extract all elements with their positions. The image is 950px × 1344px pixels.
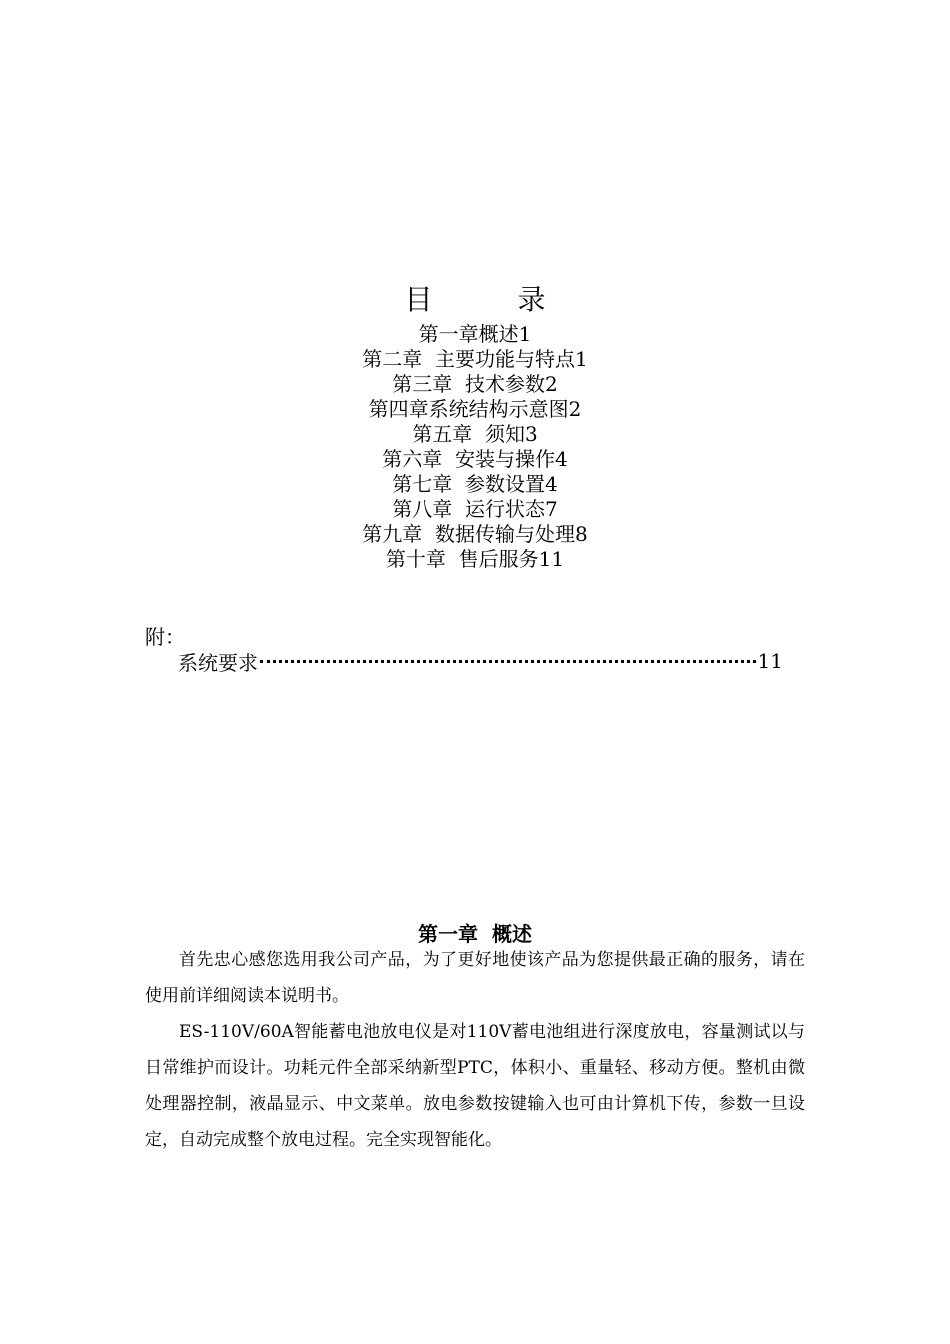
toc-item[interactable]: 第七章 参数设置4 [392,472,558,496]
toc-item[interactable]: 第四章系统结构示意图2 [368,397,582,421]
appendix-item-label: 系统要求 [178,650,258,675]
appendix-item-page: 11 [757,649,783,673]
toc-item[interactable]: 第六章 安装与操作4 [382,447,568,471]
chapter-title: 第一章 概述 [418,922,532,946]
chapter-body [145,942,805,1158]
dot-leader [260,660,756,663]
toc-item[interactable]: 第一章概述1 [418,322,532,346]
appendix-item[interactable] [178,648,783,674]
toc-item[interactable]: 第五章 须知3 [412,422,538,446]
toc-item[interactable]: 第三章 技术参数2 [392,372,558,396]
toc-item[interactable]: 第八章 运行状态7 [392,497,558,521]
toc-item[interactable]: 第二章 主要功能与特点1 [362,347,588,371]
appendix-label: 附： [145,625,185,649]
body-paragraph: ES-110V/60A智能蓄电池放电仪是对110V蓄电池组进行深度放电，容量测试以与日常维护而设计。功耗元件全部采纳新型PTC，体积小、重量轻、移动方便。整机由微处理器控制，液晶显示、中文菜单。放电参数按键输入也可由计算机下传，参数一旦设定，自动完成整个放电过程。完全实现智能化。 [145,1022,805,1150]
toc-title: 目 录 [404,283,584,316]
body-paragraph: 首先忠心感您选用我公司产品，为了更好地使该产品为您提供最正确的服务，请在使用前详细阅读本说明书。 [145,950,805,1006]
toc-item[interactable]: 第十章 售后服务11 [385,547,565,571]
toc-list [0,322,950,572]
toc-item[interactable]: 第九章 数据传输与处理8 [362,522,588,546]
